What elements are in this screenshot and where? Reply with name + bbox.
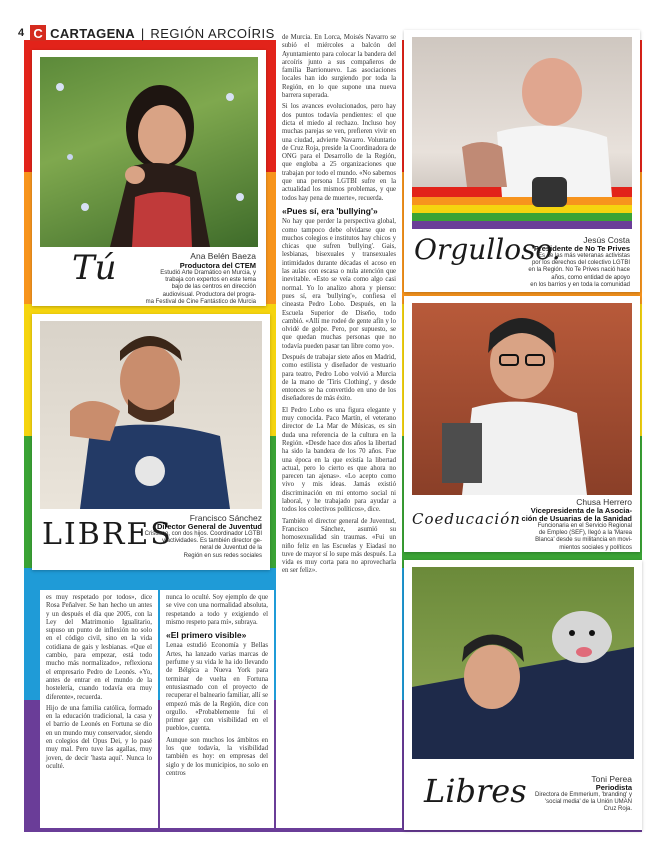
- caption-role: Vicepresidenta de la Asocia-: [530, 506, 632, 515]
- caption-role: Productora del CTEM: [179, 261, 256, 270]
- caption-line: mientos sociales y políticos: [559, 544, 632, 551]
- caption-line: por los derechos del colectivo LGTBI: [531, 260, 630, 267]
- caption-line: de Empleo (SEF), llegó a la 'Marea: [538, 530, 632, 537]
- handwritten-word-coeducacion: Coeducación: [412, 510, 521, 528]
- handwritten-word-libres: LIBRES: [42, 517, 173, 552]
- article-column-right: [276, 30, 402, 828]
- caption-name: Chusa Herrero: [576, 497, 632, 507]
- caption-line: audiovisual. Productora del progra-: [162, 291, 256, 298]
- caption-line: Cruz Roja.: [603, 806, 632, 813]
- article-paragraph: Después de trabajar siete años en Madrid, como estilista y diseñador de vestuario para teatro, Pedro Lobo volvió a Murcia de la mano de 'Tiris Clothing', y desde entonces se ha convertido en uno de los diseñadores de más éxito.: [282, 353, 396, 403]
- polaroid-toni-perea: [404, 560, 642, 830]
- photo-ana-belen-baeza: [40, 57, 258, 247]
- article-subheading: «El primero visible»: [166, 630, 247, 641]
- caption-role: Periodista: [595, 783, 632, 792]
- article-paragraph: Hijo de una familia católica, formado en la educación tradicional, la casa y el barrio de Leonés en Fortuna se dio en un mundo muy conservador, siendo en colegios del Opus Dei, y lo pasé muy mal. Pero tuve las agallas, muy joven, de decir 'hasta aquí'. Nunca lo oculté.: [46, 704, 152, 770]
- photo-jesus-costa: [412, 37, 632, 229]
- caption-line: Estudió Arte Dramático en Murcia, y: [160, 270, 256, 276]
- article-column-middle: [160, 590, 274, 828]
- caption-line: Región en sus redes sociales: [183, 552, 262, 559]
- caption-role: Director General de Juventud: [156, 522, 262, 531]
- caption-description: [512, 792, 632, 814]
- caption-line: años, como entidad de apoyo: [551, 274, 630, 281]
- caption-role-line2: ción de Usuarias de la Sanidad: [521, 514, 632, 523]
- brand-name: CARTAGENA: [50, 25, 135, 41]
- caption-description: [500, 253, 630, 289]
- photo-chusa-herrero: [412, 303, 632, 495]
- caption-line: bajo de las centros en dirección: [171, 284, 256, 291]
- polaroid-chusa-herrero: [404, 296, 640, 552]
- caption-line: Es de las más veteranas activistas: [537, 253, 630, 259]
- section-title: REGIÓN ARCOÍRIS: [150, 25, 275, 41]
- caption-line: Funcionaria en el Servicio Regional: [537, 523, 632, 529]
- handwritten-word-orgulloso: Orgulloso.: [414, 233, 561, 266]
- caption-line: en la Región. No Te Prives nació hace: [528, 267, 630, 274]
- article-paragraph: Aunque son muchos los ámbitos en los que todavía, la visibilidad también es hoy: en empresas del siglo y de los municipios, no solo en centros: [166, 736, 268, 777]
- article-subheading: «Pues sí, era 'bullying'»: [282, 205, 378, 216]
- polaroid-francisco-sanchez: [32, 314, 270, 570]
- article-paragraph: También el director general de Juventud, Francisco Sánchez, asumió su homosexualidad sin traumas. «Fui un niño feliz en las Escuelas y Eiadasí no tuve de mayor sí lo supe más después. La vida es muy corta para no aprovecharla en ser feliz».: [282, 517, 396, 575]
- photo-francisco-sanchez: [40, 321, 262, 509]
- article-paragraph: El Pedro Lobo es una figura elegante y muy conocida. Paco Martín, el veterano director de La Mar de Músicas, es sin duda una referencia de la cultura en la Región. «Desde hace dos años la libertad ha sido la bandera de los 70 años. Fue una época en la que existía la libertad actual, pero lo cierto es que ahora no parecen tan ajenas». «Lo acepto como vivo y mis ideas. Jamás existió discriminación en mi entorno social ni laboral, y he trabajado para ayudar a todos los colectivos políticos», dice.: [282, 406, 396, 514]
- caption-name: Francisco Sánchez: [189, 513, 262, 523]
- handwritten-word-libres-2: Libres: [424, 772, 527, 810]
- header-separator: |: [140, 25, 145, 41]
- caption-name: Ana Belén Baeza: [190, 251, 256, 261]
- caption-description: [142, 531, 262, 560]
- caption-name: Toni Perea: [591, 774, 632, 784]
- caption-description: [502, 523, 632, 552]
- article-paragraph: nunca lo oculté. Soy ejemplo de que se vive con una normalidad absoluta, respetando a todo y exigiendo el mismo respeto para mí», subraya.: [166, 594, 268, 626]
- caption-description: [126, 270, 256, 306]
- caption-name: Jesús Costa: [583, 235, 630, 245]
- caption-role: Presidente de No Te Prives: [533, 244, 630, 253]
- polaroid-ana-belen-baeza: [32, 50, 266, 306]
- article-paragraph: es muy respetado por todos», dice Rosa Peñalver. Se han hecho un antes y un después el día que 2005, con la Ley del Matrimonio Igualitario, supuso un punto de inflexión no solo en el código civil, sino en la vida cotidiana de gais y lesbianas. «Que el cambio, para empezar, está todo mucho más normalizado», reflexiona el empresario Pedro de Leonés. «Yo, antes de entrar en el mundo de la hostelería, cuando todavía era muy diferente», recuerda.: [46, 594, 152, 701]
- article-column-left: [40, 590, 158, 828]
- handwritten-word-tu: Tú: [72, 248, 117, 288]
- article-paragraph: No hay que perder la perspectiva global, como tampoco debe olvidarse que en muchos colegios e institutos hay chicos y chicas que sufren 'bullying'. Gais, lesbianas, bisexuales y transexuales intimidados durante décadas el acoso en las aulas con escasa o nula atención que inevitable. «Esto se veía como algo casi normal. Yo lo analizo ahora y pienso: pues sí, era 'bullying'», confiesa el cineasta Pedro Lobo. Después, en la Escuela Superior de Diseño, todo cambió. «Allí me rodeé de gente afín y lo olvidé de golpe. Pero, por supuesto, se que quedan muchas personas que no todavía pueden pasar tan libre como yo».: [282, 218, 396, 350]
- photo-toni-perea: [412, 567, 634, 759]
- article-paragraph: Si los avances evolucionados, pero hay dos puntos todavía pendientes: el que dicta el miedo al rechazo. Incluso hoy muchas parejas se ven, prefieren vivir en una ciudad, advierte Navarro. Voluntario de Cruz Roja, preside la Coordinadora de ONG para el Desarrollo de la Región, que engloba a 25 organizaciones que trabajan por todo el mundo. «No sabemos que una persona LGTBI sufre en la actualidad los mismos problemas, y que todos hay pena de muerte», recuerda.: [282, 103, 396, 202]
- caption-line: neral de Juventud de la: [199, 545, 262, 552]
- caption-line: Blanca' desde su militancia en movi-: [535, 537, 632, 544]
- caption-line: Directora de Emmerium, 'branding' y: [535, 792, 632, 798]
- page-number: 4: [18, 27, 25, 39]
- caption-line: ma Festival de Cine Fantástico de Murcia: [145, 298, 256, 305]
- caption-line: y actividades. Es también director ge-: [161, 538, 262, 545]
- newspaper-logo-icon: C: [30, 25, 46, 41]
- caption-line: trabaja con expertos en este tema: [165, 277, 256, 284]
- article-paragraph: de Murcia. En Lorca, Moisés Navarro se subió el miércoles a balcón del Ayuntamiento para colocar la bandera del arcoíris junto a sus compañeros de familia Barrionuevo. Las asociaciones locales han ido surgiendo por toda la Región, en lo que supone una nueva barrera superada.: [282, 34, 396, 100]
- polaroid-jesus-costa: [404, 30, 640, 292]
- caption-line: Cristiano, con dos hijos. Coordinador LGTBI: [144, 531, 262, 537]
- caption-line: en los barrios y en toda la comunidad: [530, 281, 630, 288]
- caption-line: 'social media' de la Unión UMAN: [545, 799, 632, 806]
- article-paragraph: Lenaa estudió Economía y Bellas Artes, ha lanzado varias marcas de perfume y su vida le ha ido llevando de Bélgica a Nueva York para terminar de vuelta en Fortuna entusiasmado con el proyecto de recuperar el balneario familiar, allí se empezó más de la Región, dice con orgullo. «Probablemente fui el primer gay con visibilidad en el pueblo», cuenta.: [166, 642, 268, 733]
